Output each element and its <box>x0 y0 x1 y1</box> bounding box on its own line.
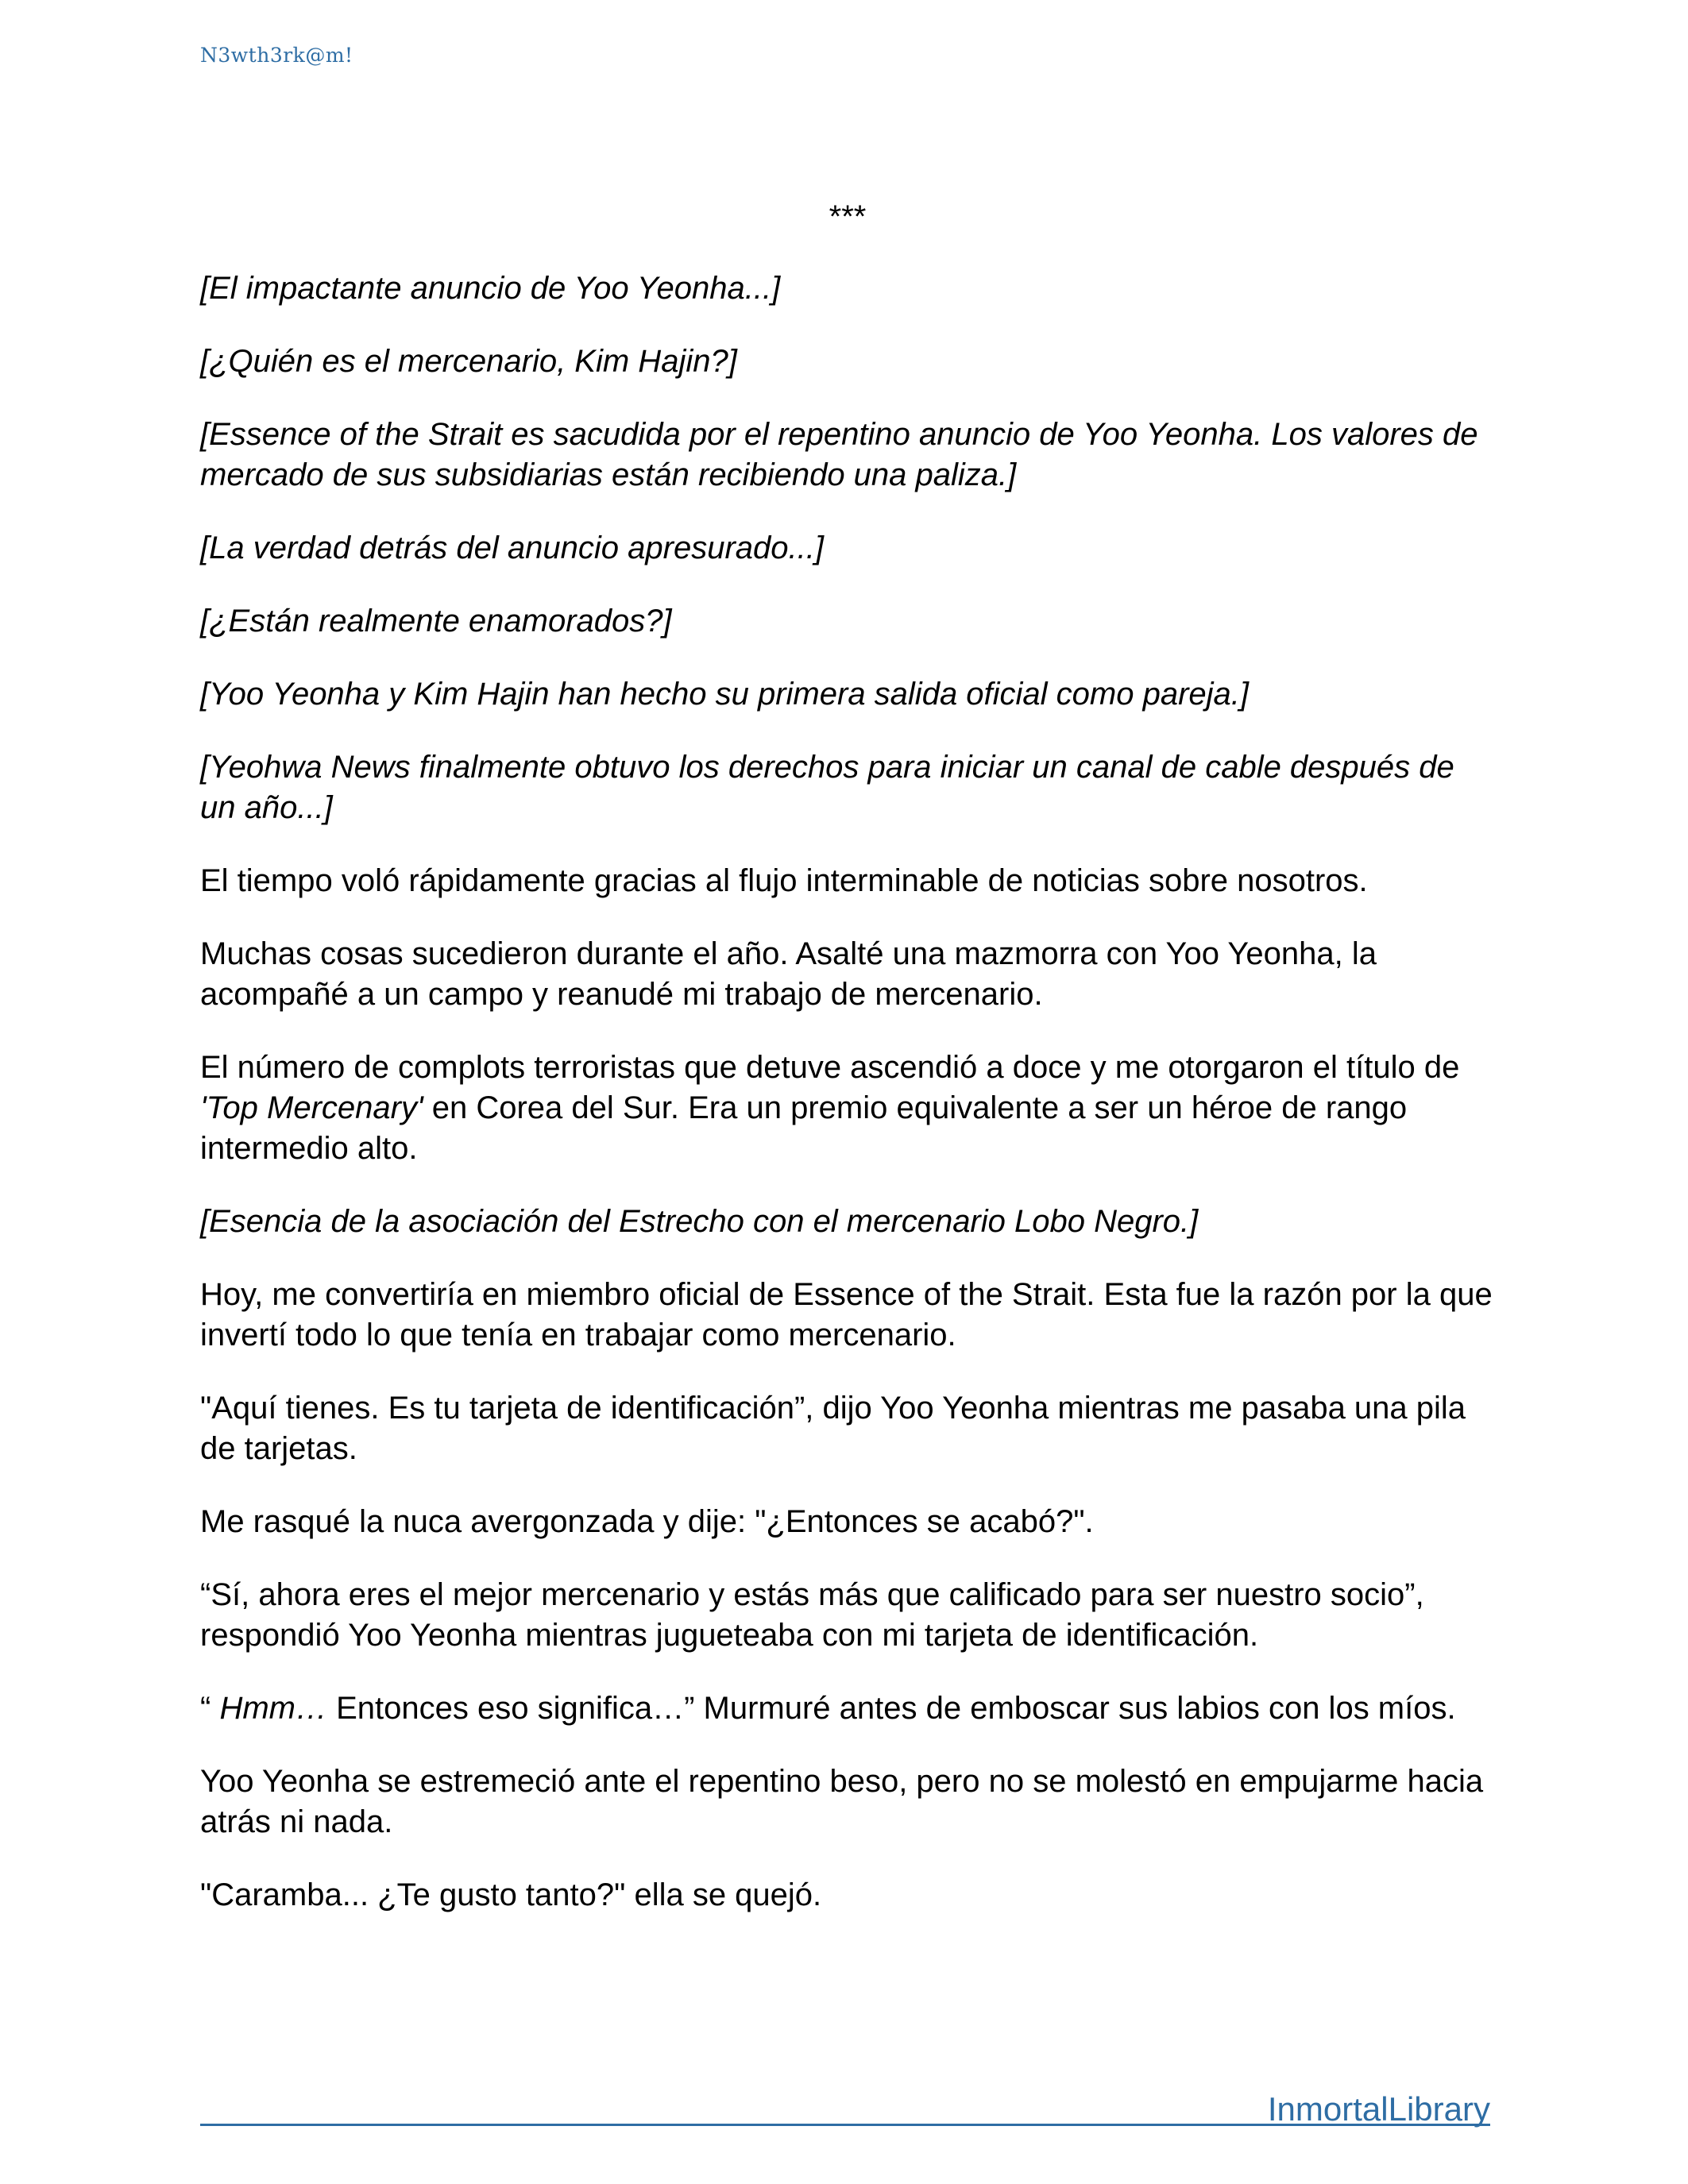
footer <box>200 2082 1490 2126</box>
paragraph: Me rasqué la nuca avergonzada y dije: "¿Entonces se acabó?". <box>200 1504 1094 1539</box>
paragraph: "Caramba... ¿Te gusto tanto?" ella se quejó. <box>200 1877 822 1912</box>
paragraph: “Sí, ahora eres el mejor mercenario y estás más que calificado para ser nuestro socio”, respondió Yoo Yeonha mientras jugueteaba con mi tarjeta de identificación. <box>200 1577 1424 1653</box>
paragraph-list <box>200 268 1495 1916</box>
paragraph: [Yoo Yeonha y Kim Hajin han hecho su primera salida oficial como pareja.] <box>200 677 1250 712</box>
paragraph: [Esencia de la asociación del Estrecho con el mercenario Lobo Negro.] <box>200 1204 1199 1239</box>
document-body <box>200 197 1495 1948</box>
paragraph: [Essence of the Strait es sacudida por el repentino anuncio de Yoo Yeonha. Los valores de mercado de sus subsidiarias están recibiendo una paliza.] <box>200 417 1478 492</box>
footer-link[interactable]: InmortalLibrary <box>1267 2090 1490 2128</box>
paragraph <box>200 1048 1495 1169</box>
paragraph: [¿Están realmente enamorados?] <box>200 604 672 639</box>
paragraph: "Aquí tienes. Es tu tarjeta de identificación”, dijo Yoo Yeonha mientras me pasaba una pila de tarjetas. <box>200 1391 1466 1466</box>
paragraph: [Yeohwa News finalmente obtuvo los derechos para iniciar un canal de cable después de un año...] <box>200 750 1454 825</box>
paragraph: Yoo Yeonha se estremeció ante el repentino beso, pero no se molestó en empujarme hacia atrás ni nada. <box>200 1764 1484 1839</box>
paragraph <box>200 1688 1495 1729</box>
text-segment: Entonces eso significa…” Murmuré antes de emboscar sus labios con los míos. <box>326 1691 1456 1726</box>
italic-segment: 'Top Mercenary' <box>200 1090 423 1125</box>
scene-separator: *** <box>829 199 867 234</box>
italic-segment: Hmm… <box>219 1691 327 1726</box>
text-segment: “ <box>200 1691 220 1726</box>
text-segment: en Corea del Sur. Era un premio equivalente a ser un héroe de rango intermedio alto. <box>200 1090 1408 1166</box>
paragraph: El tiempo voló rápidamente gracias al flujo interminable de noticias sobre nosotros. <box>200 863 1368 898</box>
text-segment: El número de complots terroristas que detuve ascendió a doce y me otorgaron el título de <box>200 1050 1460 1085</box>
paragraph: [La verdad detrás del anuncio apresurado...] <box>200 531 824 565</box>
header-watermark: N3wth3rk@m! <box>200 44 353 67</box>
paragraph: [¿Quién es el mercenario, Kim Hajin?] <box>200 344 737 379</box>
paragraph: Muchas cosas sucedieron durante el año. Asalté una mazmorra con Yoo Yeonha, la acompañé a un campo y reanudé mi trabajo de mercenario. <box>200 936 1377 1012</box>
paragraph: [El impactante anuncio de Yoo Yeonha...] <box>200 271 781 306</box>
paragraph: Hoy, me convertiría en miembro oficial de Essence of the Strait. Esta fue la razón por la que invertí todo lo que tenía en trabajar como mercenario. <box>200 1277 1493 1352</box>
